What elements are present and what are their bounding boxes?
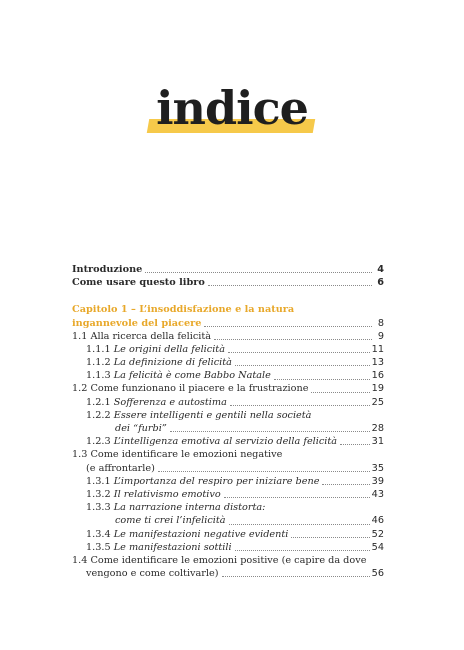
title-block <box>0 80 464 140</box>
toc-entry-number: 1.2.1 <box>86 396 111 408</box>
toc-page-number: 9 <box>377 330 384 342</box>
toc-entry-1-2-1[interactable] <box>72 396 384 409</box>
toc-entry-1-4[interactable] <box>72 554 384 580</box>
leader-dots <box>145 272 372 273</box>
chapter-title-line: Capitolo 1 – L’insoddisfazione e la natura <box>72 304 295 316</box>
toc-entry-1-1-2[interactable] <box>72 356 384 369</box>
toc-entry-label-line: (e affrontarle) <box>86 462 155 474</box>
toc-entry-number: 1.3.4 <box>86 528 111 540</box>
leader-dots <box>311 392 369 393</box>
toc-entry-label: Introduzione <box>72 263 143 275</box>
leader-dots <box>230 405 370 406</box>
toc-entry-number: 1.2.2 <box>86 409 111 421</box>
leader-dots <box>222 576 370 577</box>
toc-page-number: 43 <box>371 488 384 500</box>
toc-entry-label-line: vengono e come coltivarle) <box>86 568 219 580</box>
toc-entry-label: La definizione di felicità <box>113 357 232 369</box>
toc-entry-label-line: Essere intelligenti e gentili nella società <box>113 409 312 421</box>
leader-dots <box>340 444 370 445</box>
toc-entry-label: Sofferenza e autostima <box>113 396 227 408</box>
toc-page-number: 31 <box>371 436 384 448</box>
toc-entry-label: Il relativismo emotivo <box>113 488 221 500</box>
leader-dots <box>322 484 369 485</box>
toc-entry-1-2[interactable] <box>72 383 384 396</box>
toc-entry-label: L’intelligenza emotiva al servizio della felicità <box>113 436 338 448</box>
toc-entry-number: 1.3.1 <box>86 475 111 487</box>
toc-page-number: 4 <box>377 263 384 275</box>
toc-entry-number: 1.3.2 <box>86 488 111 500</box>
chapter-title-line: ingannevole del piacere <box>72 317 202 329</box>
toc-entry-1-2-3[interactable] <box>72 435 384 448</box>
toc-entry-1-1-3[interactable] <box>72 369 384 382</box>
toc-entry-number: 1.2.3 <box>86 436 111 448</box>
toc-page-number: 54 <box>371 541 384 553</box>
leader-dots <box>228 352 370 353</box>
toc-page-number: 35 <box>371 462 384 474</box>
toc-entry-label-line: La narrazione interna distorta: <box>113 502 266 514</box>
page-title: indice <box>156 81 308 135</box>
toc-entry-1-3-1[interactable] <box>72 475 384 488</box>
leader-dots <box>214 339 372 340</box>
toc-entry-1-3-4[interactable] <box>72 528 384 541</box>
toc-entry-1-3-2[interactable] <box>72 488 384 501</box>
toc-page-number: 46 <box>371 515 384 527</box>
leader-dots <box>235 365 370 366</box>
toc-entry-1-3-5[interactable] <box>72 541 384 554</box>
leader-dots <box>229 524 370 525</box>
leader-dots <box>208 285 372 286</box>
toc-page-number: 19 <box>371 383 384 395</box>
toc-entry-label-line: 1.4 Come identificare le emozioni positive (e capire da dove <box>72 554 367 566</box>
toc-entry-label-line: come ti crei l’infelicità <box>115 515 226 527</box>
toc-entry-1-2-2[interactable] <box>72 409 384 435</box>
toc-page-number: 6 <box>377 277 384 289</box>
toc-page-number: 13 <box>371 357 384 369</box>
toc-page-number: 39 <box>371 475 384 487</box>
toc-entry-1-3-3[interactable] <box>72 501 384 527</box>
toc-page-number: 11 <box>371 343 384 355</box>
toc-entry-1-3[interactable] <box>72 448 384 474</box>
toc-entry-label: Le origini della felicità <box>113 343 225 355</box>
toc-entry-label: L’importanza del respiro per iniziare bene <box>113 475 320 487</box>
toc-page-number: 25 <box>371 396 384 408</box>
toc-entry-number: 1.1.3 <box>86 370 111 382</box>
toc-entry-number: 1.3.5 <box>86 541 111 553</box>
spacer <box>72 289 384 303</box>
toc-entry-chapter-1[interactable] <box>72 303 384 329</box>
toc-entry-label: Le manifestazioni sottili <box>113 541 232 553</box>
leader-dots <box>291 537 369 538</box>
toc-entry-label: Come usare questo libro <box>72 277 205 289</box>
leader-dots <box>274 379 370 380</box>
toc-page-number: 8 <box>377 317 384 329</box>
toc-entry-label: 1.1 Alla ricerca della felicità <box>72 330 212 342</box>
toc-entry-number: 1.1.1 <box>86 343 111 355</box>
toc-entry-1-1[interactable] <box>72 330 384 343</box>
toc-page-number: 16 <box>371 370 384 382</box>
toc-entry-label-line: 1.3 Come identificare le emozioni negative <box>72 449 283 461</box>
toc-entry-label: 1.2 Come funzionano il piacere e la frustrazione <box>72 383 309 395</box>
toc-entry-come-usare[interactable] <box>72 276 384 289</box>
toc-page-number: 52 <box>371 528 384 540</box>
toc-entry-label: Le manifestazioni negative evidenti <box>113 528 289 540</box>
leader-dots <box>204 326 372 327</box>
toc-entry-number: 1.1.2 <box>86 357 111 369</box>
toc-entry-1-1-1[interactable] <box>72 343 384 356</box>
leader-dots <box>158 471 370 472</box>
toc-page-number: 56 <box>371 568 384 580</box>
toc-entry-label-line: dei “furbi” <box>115 423 167 435</box>
toc-page-number: 28 <box>371 423 384 435</box>
toc-entry-number: 1.3.3 <box>86 502 111 514</box>
leader-dots <box>224 497 370 498</box>
toc-entry-label: La felicità è come Babbo Natale <box>113 370 271 382</box>
toc-entry-introduzione[interactable] <box>72 263 384 276</box>
leader-dots <box>170 431 370 432</box>
leader-dots <box>235 550 370 551</box>
table-of-contents <box>72 263 384 580</box>
